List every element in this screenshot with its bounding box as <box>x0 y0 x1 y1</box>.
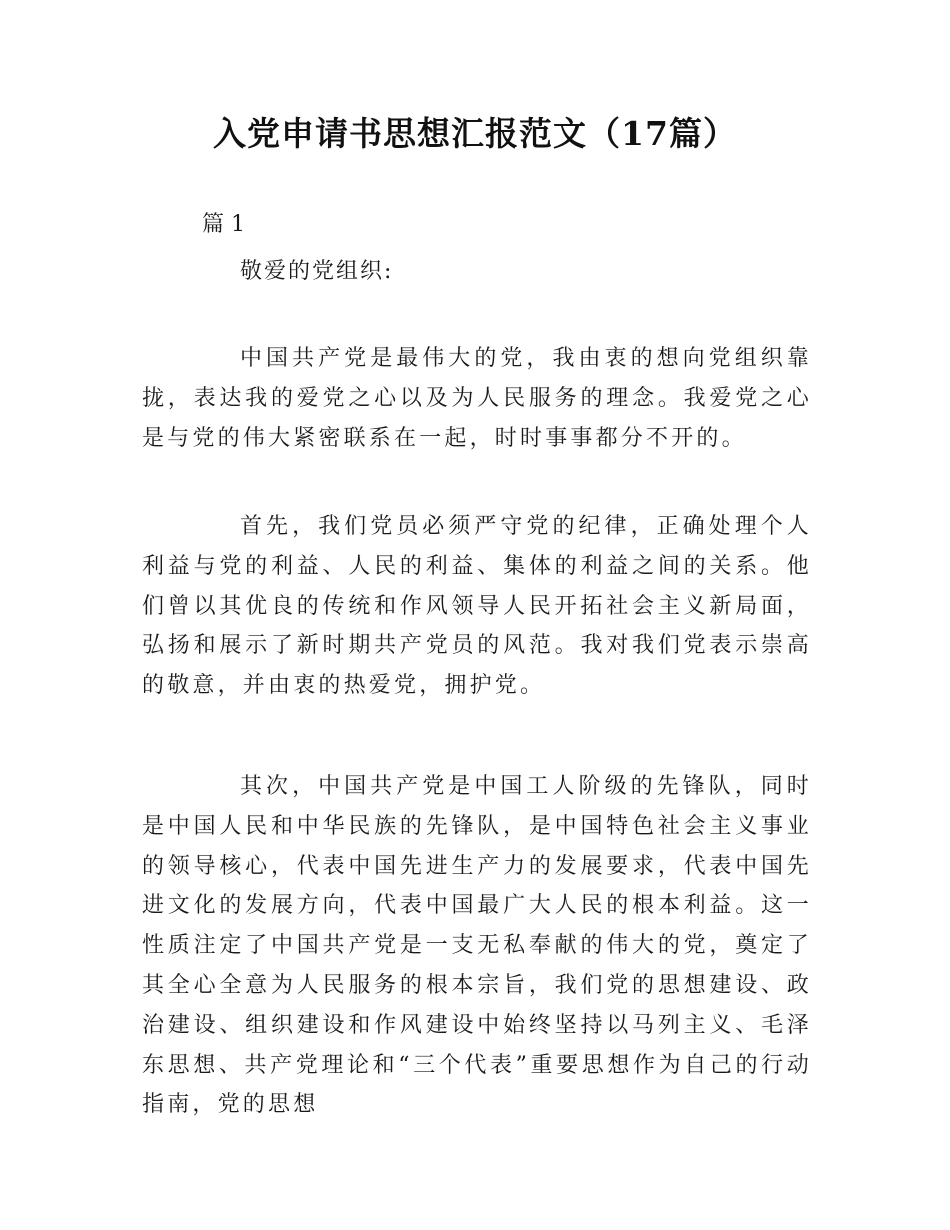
body-paragraph-3: 其次，中国共产党是中国工人阶级的先锋队，同时是中国人民和中华民族的先锋队，是中国特色社会主义事业的领导核心，代表中国先进生产力的发展要求，代表中国先进文化的发展方向，代表中国最广大人民的根本利益。这一性质注定了中国共产党是一支无私奉献的伟大的党，奠定了其全心全意为人民服务的根本宗旨，我们党的思想建设、政治建设、组织建设和作风建设中始终坚持以马列主义、毛泽东思想、共产党理论和“三个代表”重要思想作为自己的行动指南，党的思想 <box>142 774 812 1118</box>
salutation: 敬爱的党组织: <box>240 259 394 284</box>
section-label: 篇 1 <box>202 212 245 237</box>
body-paragraph-1: 中国共产党是最伟大的党，我由衷的想向党组织靠拢，表达我的爱党之心以及为人民服务的理念。我爱党之心是与党的伟大紧密联系在一起，时时事事都分不开的。 <box>142 346 812 451</box>
body-paragraph-2: 首先，我们党员必须严守党的纪律，正确处理个人利益与党的利益、人民的利益、集体的利益之间的关系。他们曾以其优良的传统和作风领导人民开拓社会主义新局面，弘扬和展示了新时期共产党员的风范。我对我们党表示崇高的敬意，并由衷的热爱党，拥护党。 <box>142 514 812 699</box>
document-title: 入党申请书思想汇报范文（17篇） <box>213 114 737 153</box>
